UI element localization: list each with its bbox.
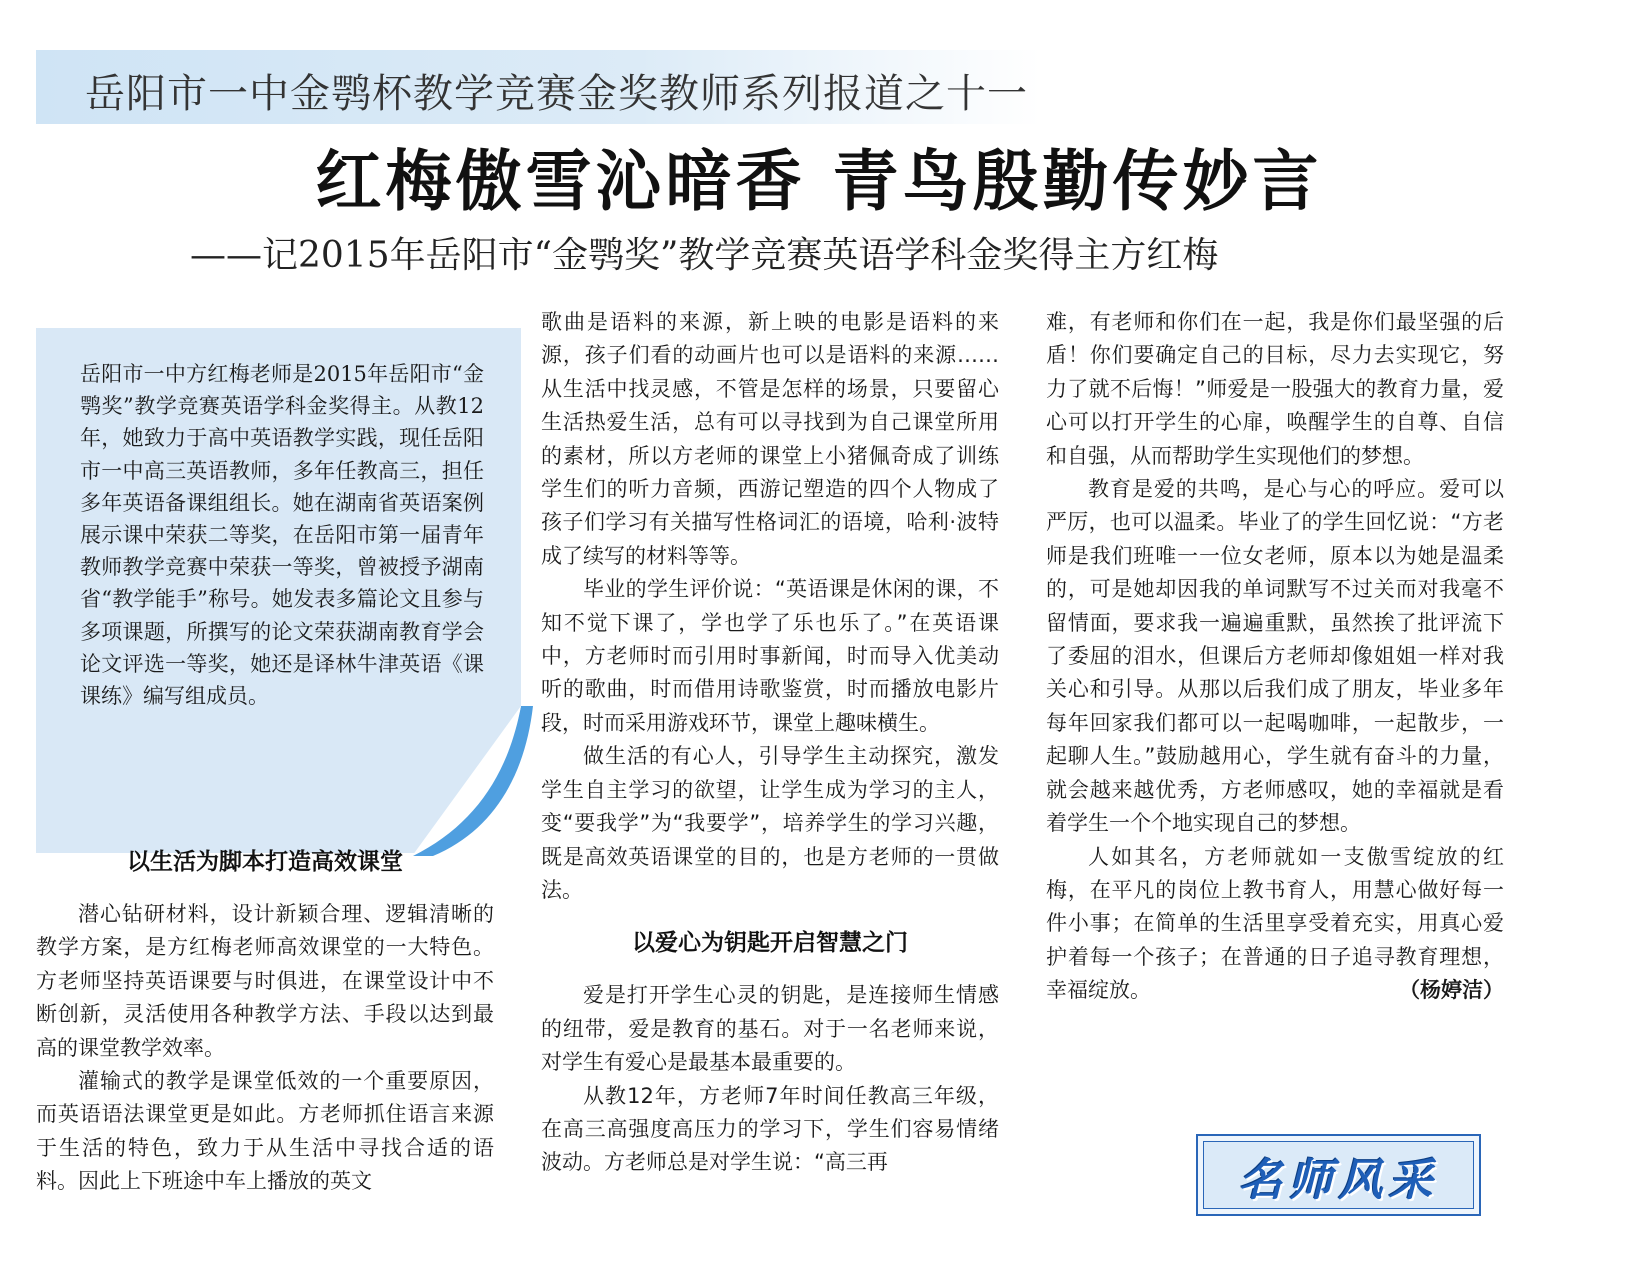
paragraph: 潜心钻研材料，设计新颖合理、逻辑清晰的教学方案，是方红梅老师高效课堂的一大特色。方老师坚持英语课要与时俱进，在课堂设计中不断创新，灵活使用各种教学方法、手段以达到最高的课堂教学效率。	[36, 902, 494, 1060]
paragraph: 爱是打开学生心灵的钥匙，是连接师生情感的纽带，爱是教育的基石。对于一名老师来说，对学生有爱心是最基本最重要的。	[541, 983, 999, 1075]
main-headline: 红梅傲雪沁暗香 青鸟殷勤传妙言	[315, 143, 1323, 220]
badge-label: 名师风采	[1238, 1155, 1439, 1206]
paragraph: 毕业的学生评价说：“英语课是休闲的课，不知不觉下课了，学也学了乐也乐了。”在英语课中，方老师时而引用时事新闻，时而导入优美动听的歌曲，时而借用诗歌鉴赏，时而播放电影片段，时而采用游戏环节，课堂上趣味横生。	[541, 577, 999, 735]
intro-text: 岳阳市一中方红梅老师是2015年岳阳市“金鹗奖”教学竞赛英语学科金奖得主。从教12年，她致力于高中英语教学实践，现任岳阳市一中高三英语教师，多年任教高三，担任多年英语备课组组长。她在湖南省英语案例展示课中荣获二等奖，在岳阳市第一届青年教师教学竞赛中荣获一等奖，曾被授予湖南省“教学能手”称号。她发表多篇论文且参与多项课题，所撰写的论文荣获湖南教育学会论文评选一等奖，她还是译林牛津英语《课课练》编写组成员。	[80, 362, 484, 709]
paragraph: 难，有老师和你们在一起，我是你们最坚强的后盾！你们要确定自己的目标，尽力去实现它，努力了就不后悔！”师爱是一股强大的教育力量，爱心可以打开学生的心扉，唤醒学生的自尊、自信和自强，从而帮助学生实现他们的梦想。	[1046, 310, 1504, 468]
article-column-3	[1046, 306, 1504, 1008]
section-heading-2: 以爱心为钥匙开启智慧之门	[632, 930, 908, 957]
sub-headline: ——记2015年岳阳市“金鹗奖”教学竞赛英语学科金奖得主方红梅	[190, 235, 1219, 276]
column-label-badge	[1196, 1134, 1481, 1216]
paragraph: 灌输式的教学是课堂低效的一个重要原因，而英语语法课堂更是如此。方老师抓住语言来源于生活的特色，致力于从生活中寻找合适的语料。因此上下班途中车上播放的英文	[36, 1069, 494, 1194]
paragraph: 做生活的有心人，引导学生主动探究，激发学生自主学习的欲望，让学生成为学习的主人，变“要我学”为“我要学”，培养学生的学习兴趣，既是高效英语课堂的目的，也是方老师的一贯做法。	[541, 744, 999, 902]
paragraph	[1046, 841, 1504, 1008]
article-column-1	[36, 826, 494, 1199]
article-column-2	[541, 306, 999, 1180]
section-heading-1: 以生活为脚本打造高效课堂	[127, 849, 403, 875]
paragraph: 从教12年，方老师7年时间任教高三年级，在高三高强度高压力的学习下，学生们容易情绪波动。方老师总是对学生说：“高三再	[541, 1083, 999, 1175]
paragraph: 歌曲是语料的来源，新上映的电影是语料的来源，孩子们看的动画片也可以是语料的来源……从生活中找灵感，不管是怎样的场景，只要留心生活热爱生活，总有可以寻找到为自己课堂所用的素材，所以方老师的课堂上小猪佩奇成了训练学生们的听力音频，西游记塑造的四个人物成了孩子们学习有关描写性格词汇的语境，哈利·波特成了续写的材料等等。	[541, 310, 999, 568]
paragraph: 教育是爱的共鸣，是心与心的呼应。爱可以严厉，也可以温柔。毕业了的学生回忆说：“方老师是我们班唯一一位女老师，原本以为她是温柔的，可是她却因我的单词默写不过关而对我毫不留情面，要求我一遍遍重默，虽然挨了批评流下了委屈的泪水，但课后方老师却像姐姐一样对我关心和引导。从那以后我们成了朋友，毕业多年每年回家我们都可以一起喝咖啡，一起散步，一起聊人生。”鼓励越用心，学生就有奋斗的力量，就会越来越优秀，方老师感叹，她的幸福就是看着学生一个个地实现自己的梦想。	[1046, 477, 1504, 836]
author-byline: （杨婷洁）	[1399, 978, 1504, 1003]
paragraph-text: 人如其名，方老师就如一支傲雪绽放的红梅，在平凡的岗位上教书育人，用慧心做好每一件小事；在简单的生活里享受着充实，用真心爱护着每一个孩子；在普通的日子追寻教育理想，幸福绽放。	[1046, 844, 1504, 1003]
series-title: 岳阳市一中金鹗杯教学竞赛金奖教师系列报道之十一	[85, 71, 1028, 117]
